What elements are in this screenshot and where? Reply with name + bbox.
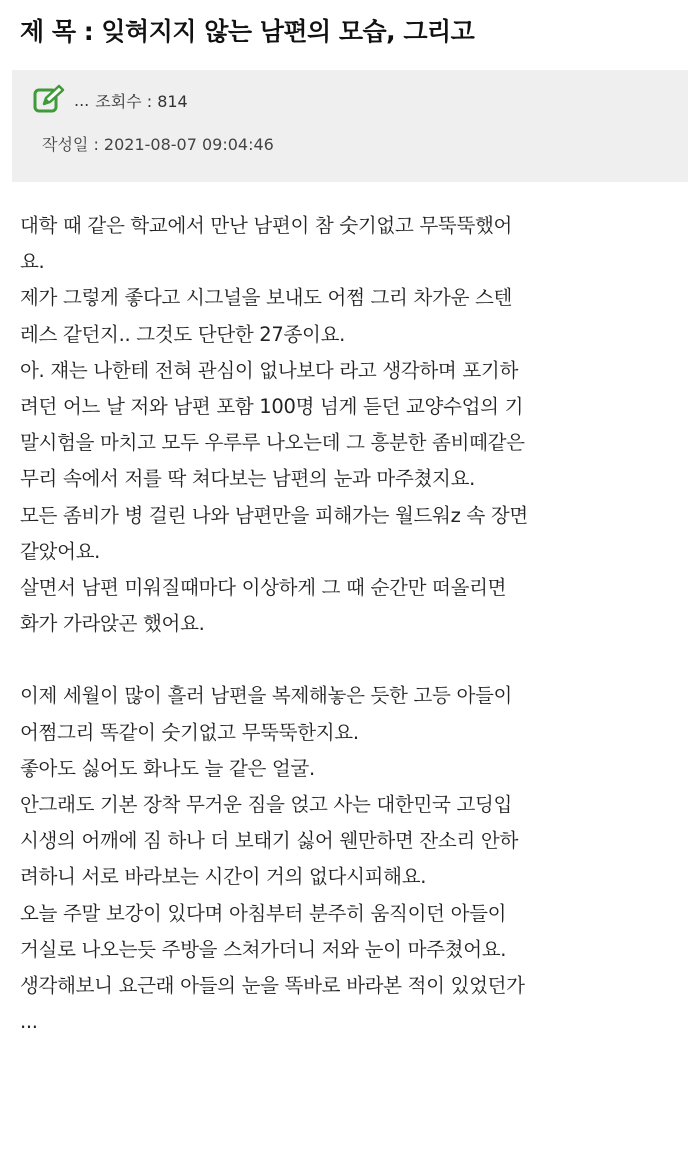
body-line: 요. <box>20 250 45 274</box>
post-body <box>20 208 680 1040</box>
body-line: 좋아도 싫어도 화나도 늘 같은 얼굴. <box>20 756 315 780</box>
view-count: 조회수 : 814 <box>95 91 188 111</box>
post-date: 작성일 : 2021-08-07 09:04:46 <box>42 135 274 154</box>
body-line: 아. 쟤는 나한테 전혀 관심이 없나보다 라고 생각하며 포기하 <box>20 358 518 382</box>
body-line: 무리 속에서 저를 딱 쳐다보는 남편의 눈과 마주쳤지요. <box>20 467 476 491</box>
body-line: 오늘 주말 보강이 있다며 아침부터 분주히 움직이던 아들이 <box>20 901 507 925</box>
edit-pencil-icon[interactable] <box>32 84 66 116</box>
body-line: 같았어요. <box>20 539 101 563</box>
body-line: 화가 가라앉곤 했어요. <box>20 612 205 636</box>
body-line: 살면서 남편 미워질때마다 이상하게 그 때 순간만 떠올리면 <box>20 575 507 599</box>
body-line: 모든 좀비가 병 걸린 나와 남편만을 피해가는 월드워z 속 장면 <box>20 503 528 527</box>
post-meta-row <box>32 84 188 116</box>
body-line: 말시험을 마치고 모두 우루루 나오는데 그 흥분한 좀비떼같은 <box>20 431 525 455</box>
post-meta-box <box>12 70 688 182</box>
body-line: ... <box>20 1010 38 1034</box>
body-line: 레스 같던지.. 그것도 단단한 27종이요. <box>20 322 346 346</box>
author-name-hidden: ... <box>74 90 90 110</box>
body-line: 제가 그렇게 좋다고 시그널을 보내도 어쩜 그리 차가운 스텐 <box>20 286 513 310</box>
body-line: 이제 세월이 많이 흘러 남편을 복제해놓은 듯한 고등 아들이 <box>20 684 513 708</box>
body-line: 어쩜그리 똑같이 숫기없고 무뚝뚝한지요. <box>20 720 359 744</box>
body-line <box>20 642 680 678</box>
body-line: 대학 때 같은 학교에서 만난 남편이 참 숫기없고 무뚝뚝했어 <box>20 214 513 237</box>
post-title: 제 목 : 잊혀지지 않는 남편의 모습, 그리고 <box>20 17 475 46</box>
body-line: 안그래도 기본 장착 무거운 짐을 얹고 사는 대한민국 고딩입 <box>20 793 513 816</box>
body-line: 려하니 서로 바라보는 시간이 거의 없다시피해요. <box>20 865 427 889</box>
body-line: 거실로 나오는듯 주방을 스쳐가더니 저와 눈이 마주쳤어요. <box>20 937 507 961</box>
body-line: 려던 어느 날 저와 남편 포함 100명 넘게 듣던 교양수업의 기 <box>20 394 524 418</box>
body-line: 생각해보니 요근래 아들의 눈을 똑바로 바라본 적이 있었던가 <box>20 973 525 997</box>
body-line: 시생의 어깨에 짐 하나 더 보태기 싫어 웬만하면 잔소리 안하 <box>20 829 518 853</box>
